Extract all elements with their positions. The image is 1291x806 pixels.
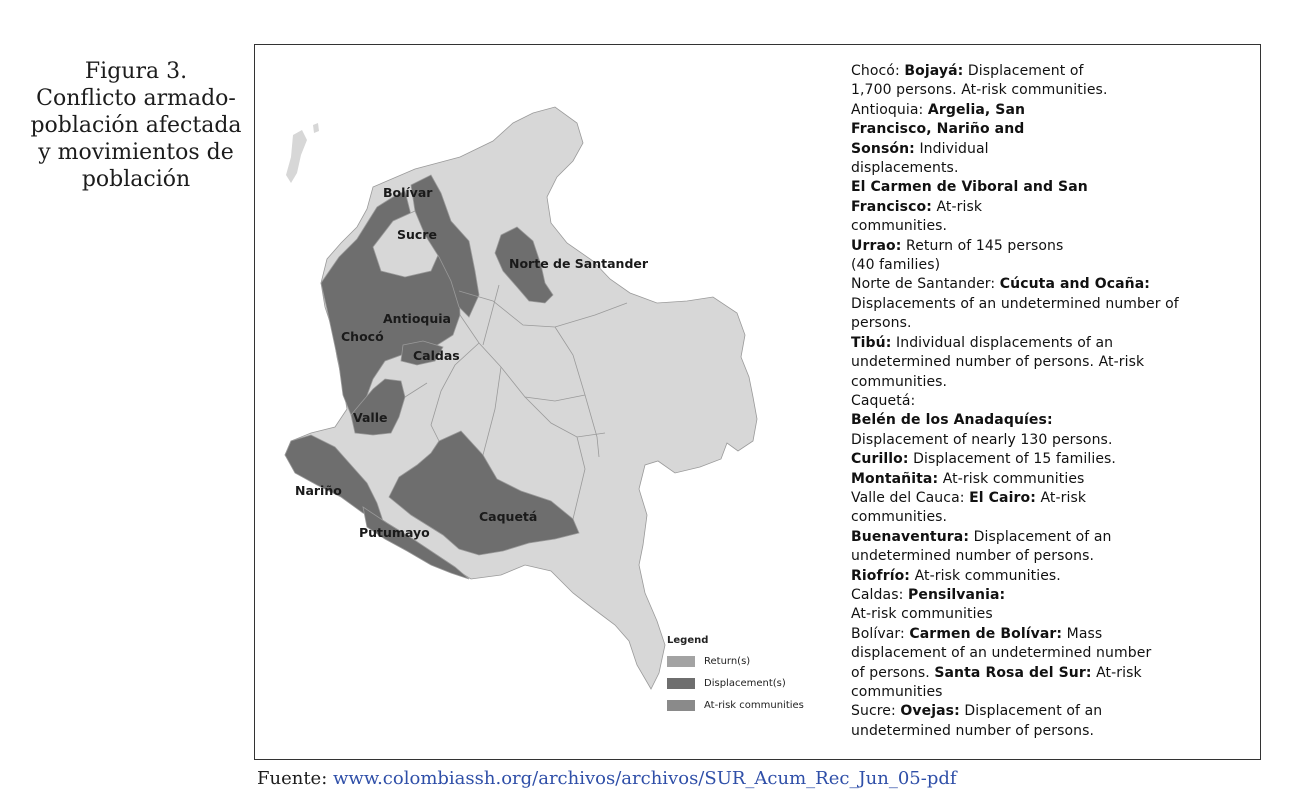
note-place-name: Pensilvania: — [907, 586, 1006, 603]
note-text: communities. — [851, 373, 948, 390]
note-text: Return of 145 persons — [901, 237, 1064, 254]
note-place-name: El Cairo: — [969, 489, 1036, 506]
note-place-name: Santa Rosa del Sur: — [934, 664, 1092, 681]
note-line — [851, 120, 1251, 139]
map-label-valle: Valle — [353, 410, 388, 425]
note-text: 1,700 persons. At-risk communities. — [851, 82, 1108, 99]
note-line — [851, 314, 1251, 333]
note-line — [851, 567, 1251, 586]
note-text: At-risk — [931, 198, 983, 215]
note-line — [851, 489, 1251, 508]
note-place-name: Sonsón: — [851, 140, 915, 157]
note-text: At-risk communities — [851, 606, 993, 623]
legend-item-displacement — [667, 672, 837, 694]
note-line — [851, 450, 1251, 469]
map-label-sucre: Sucre — [397, 227, 437, 242]
note-line — [851, 373, 1251, 392]
note-text: communities. — [851, 509, 948, 526]
note-place-name: Riofrío: — [851, 567, 911, 584]
note-text: Displacements of an undetermined number of — [851, 295, 1179, 312]
legend-label: Displacement(s) — [704, 677, 786, 689]
note-text: displacement of an undetermined number — [851, 645, 1152, 662]
note-text: persons. — [851, 315, 912, 332]
note-line — [851, 101, 1251, 120]
caption-line: Conflicto armado- — [36, 86, 236, 111]
note-line — [851, 237, 1251, 256]
note-text: Bolívar: — [851, 625, 910, 642]
legend-label: Return(s) — [704, 655, 751, 667]
note-line — [851, 334, 1251, 353]
source-link[interactable]: www.colombiassh.org/archivos/archivos/SUR_Acum_Rec_Jun_05-pdf — [333, 768, 957, 789]
note-text: undetermined number of persons. At-risk — [851, 354, 1145, 371]
note-place-name: Curillo: — [851, 451, 909, 468]
note-line — [851, 722, 1251, 741]
note-text: At-risk — [1035, 489, 1087, 506]
note-place-name: El Carmen de Viboral and San — [851, 179, 1088, 196]
figure-frame — [254, 44, 1261, 760]
note-text: At-risk — [1091, 664, 1142, 681]
note-text: displacements. — [851, 160, 959, 177]
note-place-name: Ovejas: — [900, 703, 960, 720]
note-text: Caldas: — [851, 586, 908, 603]
note-line — [851, 159, 1251, 178]
note-place-name: Montañita: — [851, 470, 939, 487]
legend-label: At-risk communities — [704, 699, 804, 711]
note-place-name: Tibú: — [851, 334, 892, 351]
note-line — [851, 275, 1251, 294]
note-line — [851, 605, 1251, 624]
note-line — [851, 644, 1251, 663]
note-line — [851, 470, 1251, 489]
legend-swatch — [667, 700, 695, 711]
note-line — [851, 198, 1251, 217]
map-label-norte-santander: Norte de Santander — [509, 256, 649, 271]
note-place-name: Bojayá: — [904, 63, 964, 79]
displacement-notes — [851, 62, 1251, 741]
note-line — [851, 217, 1251, 236]
note-line — [851, 683, 1251, 702]
san-andres-island — [286, 130, 307, 183]
legend-title: Legend — [667, 635, 709, 646]
note-line — [851, 508, 1251, 527]
legend-swatch — [667, 656, 695, 667]
note-line — [851, 586, 1251, 605]
map-label-putumayo: Putumayo — [359, 525, 430, 540]
note-text: Displacement of an — [959, 703, 1103, 720]
map-label-antioquia: Antioquia — [383, 311, 451, 326]
note-text: Sucre: — [851, 703, 901, 720]
note-line — [851, 664, 1251, 683]
note-text: Caquetá: — [851, 392, 916, 409]
note-line — [851, 62, 1251, 81]
note-line — [851, 392, 1251, 411]
caption-line: población — [81, 167, 191, 192]
note-text: Individual displacements of an — [891, 334, 1114, 351]
caption-line: y movimientos de — [38, 140, 234, 165]
source-prefix: Fuente: — [257, 768, 333, 789]
note-place-name: Francisco, Nariño and — [851, 121, 1025, 138]
note-text: At-risk communities. — [910, 567, 1061, 584]
map-legend — [667, 635, 837, 716]
legend-item-at-risk — [667, 694, 837, 716]
note-line — [851, 547, 1251, 566]
note-place-name: Argelia, San — [927, 101, 1026, 118]
legend-item-return — [667, 650, 837, 672]
note-line — [851, 431, 1251, 450]
map-label-choco: Chocó — [341, 329, 384, 344]
map-label-caqueta: Caquetá — [479, 509, 538, 524]
providencia-island — [313, 123, 319, 133]
note-text: Displacement of an — [969, 528, 1112, 545]
note-place-name: Francisco: — [851, 198, 932, 215]
note-line — [851, 295, 1251, 314]
note-line — [851, 256, 1251, 275]
legend-swatch — [667, 678, 695, 689]
note-line — [851, 178, 1251, 197]
map-label-caldas: Caldas — [413, 348, 460, 363]
note-text: undetermined number of persons. — [851, 548, 1095, 565]
note-line — [851, 625, 1251, 644]
note-line — [851, 528, 1251, 547]
note-line — [851, 140, 1251, 159]
note-text: communities — [851, 684, 943, 700]
note-text: Displacement of — [963, 63, 1084, 79]
note-text: Displacement of nearly 130 persons. — [851, 431, 1113, 448]
source-line — [257, 768, 957, 789]
note-place-name: Belén de los Anadaquíes: — [851, 412, 1053, 429]
note-text: Norte de Santander: — [851, 276, 1000, 293]
caption-line: población afectada — [30, 113, 242, 138]
note-text: of persons. — [851, 664, 935, 681]
note-place-name: Buenaventura: — [851, 528, 970, 545]
map-label-narino: Nariño — [295, 483, 342, 498]
note-text: (40 families) — [851, 257, 941, 274]
figure-caption — [22, 58, 250, 193]
note-line — [851, 411, 1251, 430]
note-line — [851, 702, 1251, 721]
note-place-name: Carmen de Bolívar: — [909, 625, 1063, 642]
note-place-name: Cúcuta and Ocaña: — [999, 276, 1150, 293]
note-place-name: Urrao: — [851, 237, 902, 254]
note-text: Chocó: — [851, 63, 905, 79]
note-text: Antioquia: — [851, 101, 928, 118]
note-text: At-risk communities — [938, 470, 1085, 487]
note-line — [851, 353, 1251, 372]
note-text: Valle del Cauca: — [851, 489, 970, 506]
note-text: Displacement of 15 families. — [908, 451, 1116, 468]
note-text: communities. — [851, 218, 948, 235]
map-label-bolivar: Bolívar — [383, 185, 433, 200]
note-line — [851, 81, 1251, 100]
caption-line: Figura 3. — [84, 59, 188, 84]
note-text: Mass — [1062, 625, 1103, 642]
note-text: undetermined number of persons. — [851, 722, 1095, 739]
note-text: Individual — [914, 140, 989, 157]
